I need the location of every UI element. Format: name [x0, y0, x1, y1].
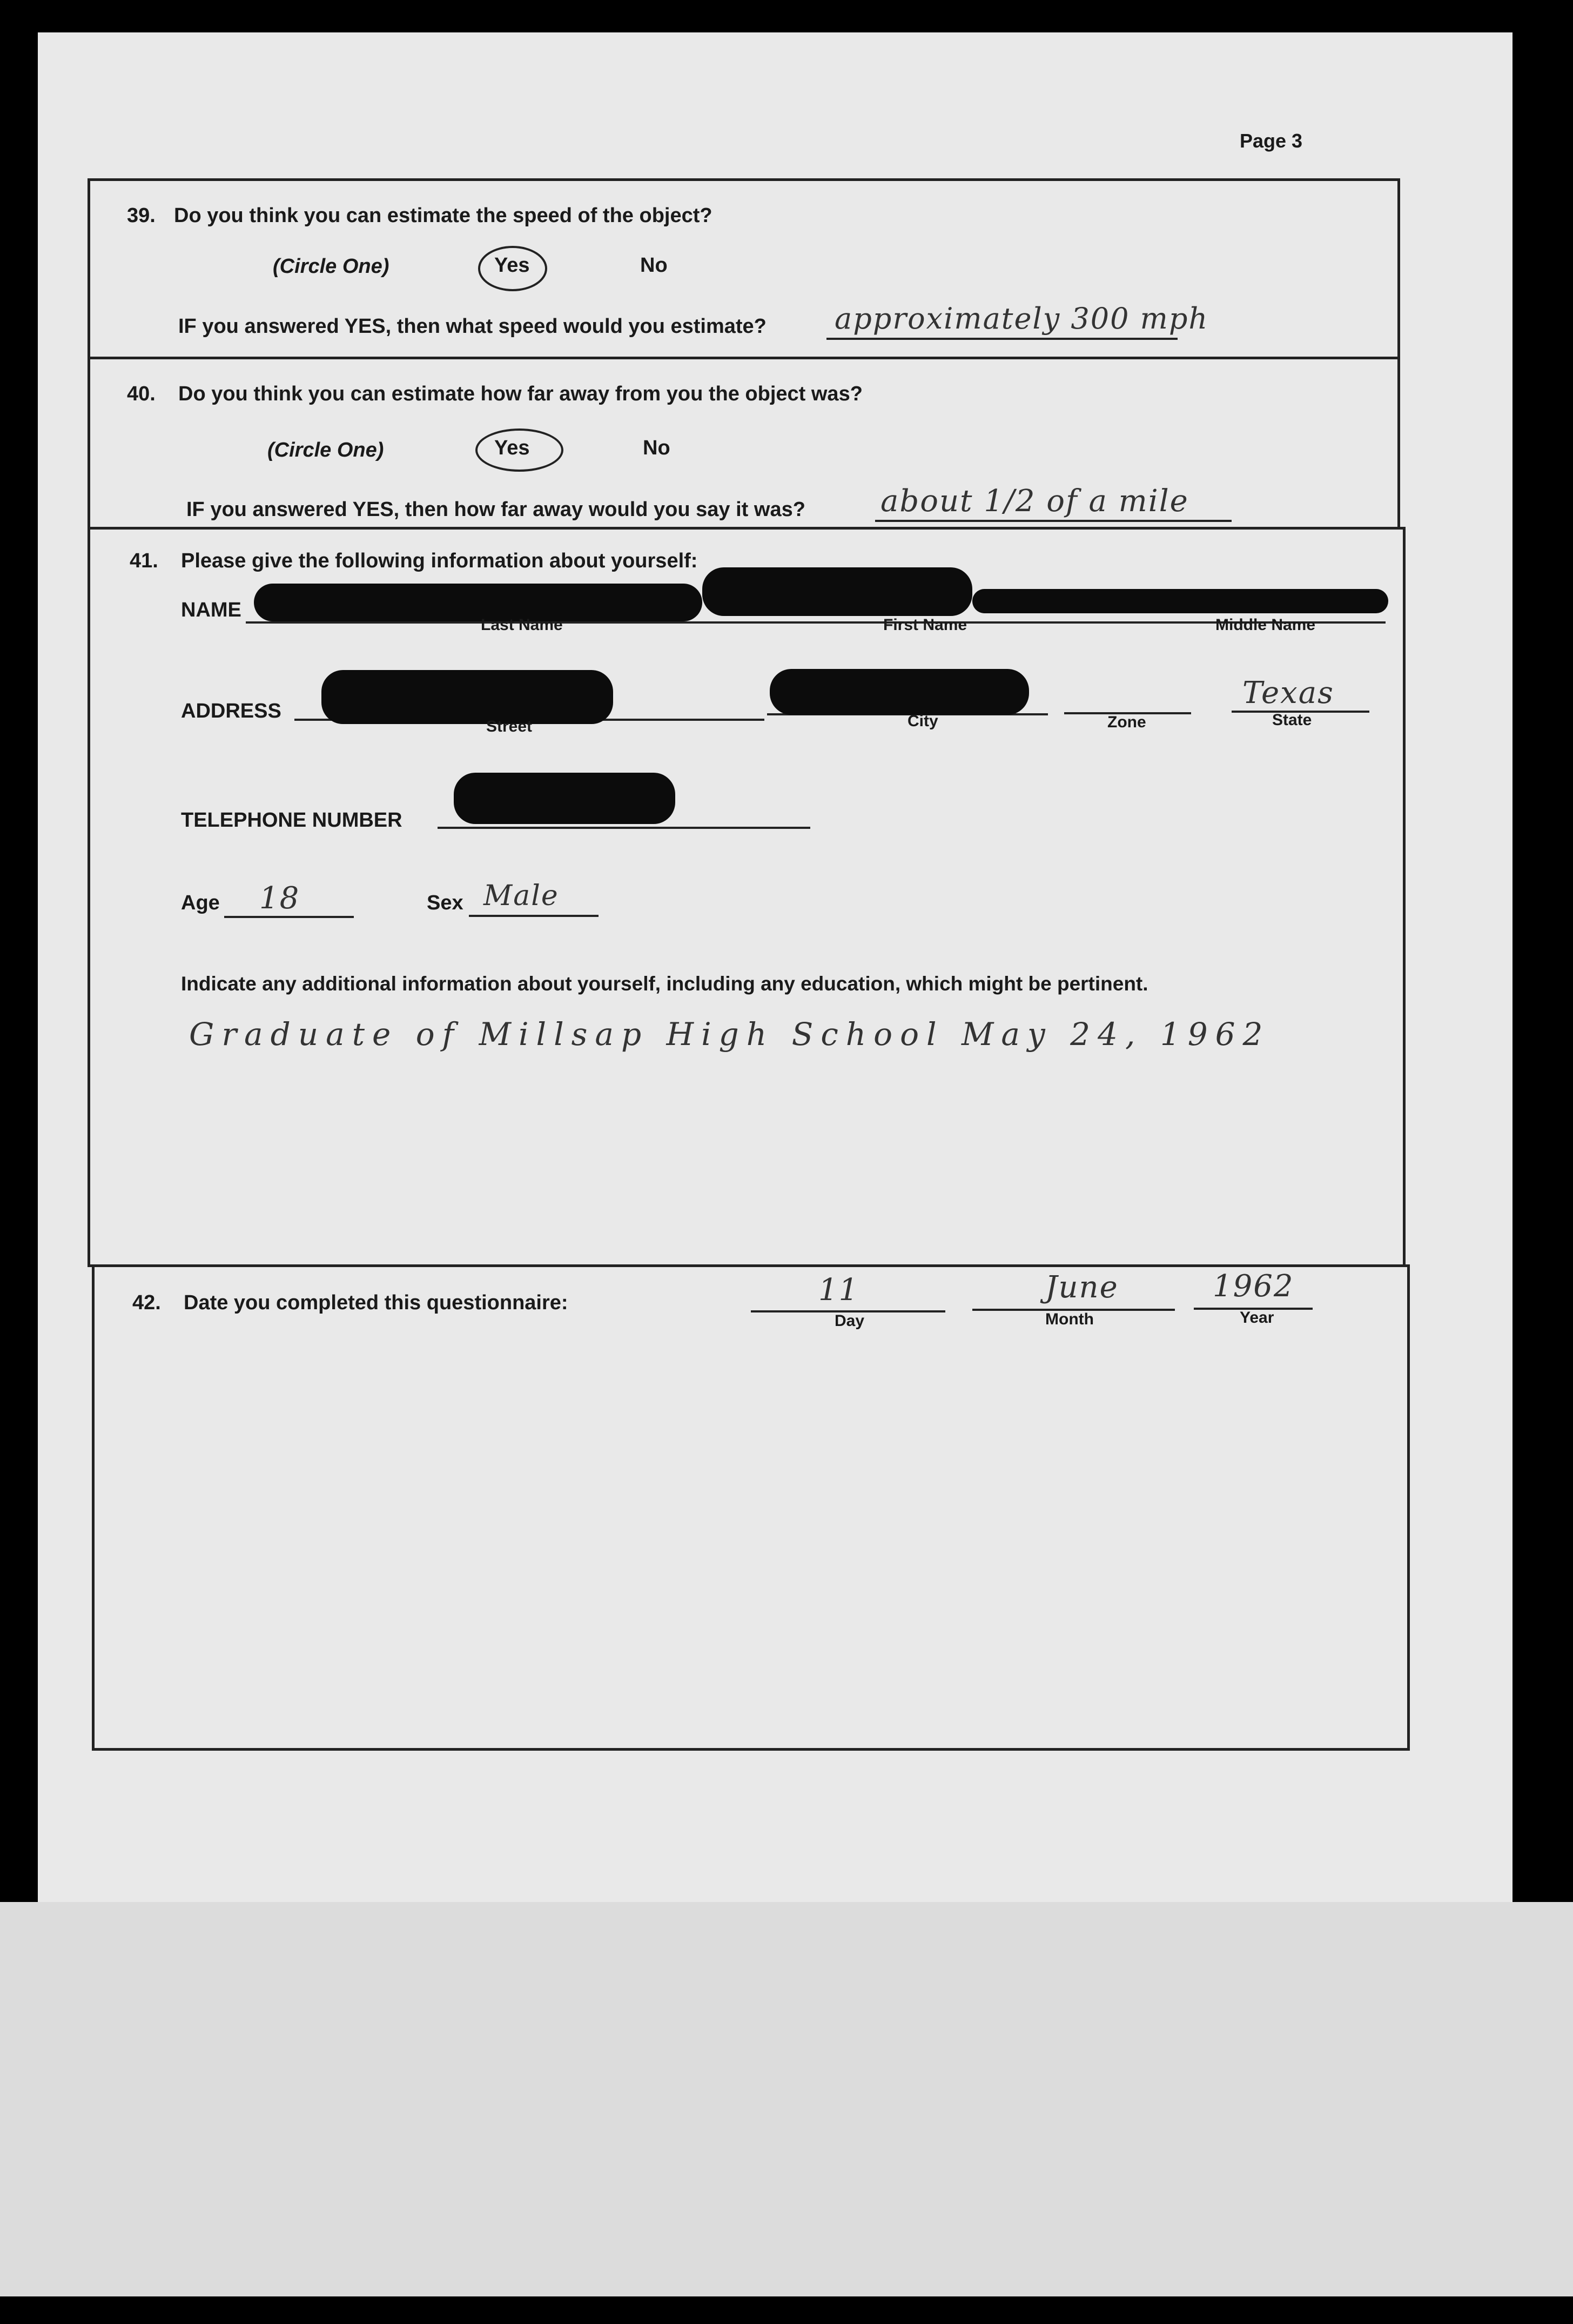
state-caption: State — [1272, 711, 1312, 729]
sex-line — [469, 915, 599, 917]
first-name-caption: First Name — [883, 616, 967, 634]
address-label: ADDRESS — [181, 700, 281, 722]
age-label: Age — [181, 892, 220, 914]
q39-number: 39. — [127, 204, 156, 227]
additional-info-value: Graduate of Millsap High School May 24, 1962 — [189, 1016, 1270, 1053]
q39-circle-label: (Circle One) — [273, 255, 389, 278]
day-caption: Day — [835, 1312, 865, 1330]
q40-number: 40. — [127, 383, 156, 405]
age-value: 18 — [259, 881, 300, 916]
q39-question: Do you think you can estimate the speed of the object? — [174, 204, 712, 227]
page-number: Page 3 — [1240, 130, 1303, 152]
q39-yes: Yes — [494, 254, 530, 277]
year-caption: Year — [1240, 1309, 1274, 1327]
city-redaction — [770, 669, 1029, 715]
age-line — [224, 916, 354, 918]
q39-no: No — [640, 254, 668, 277]
name-redaction — [254, 584, 702, 621]
street-caption: Street — [486, 718, 533, 735]
last-name-caption: Last Name — [481, 616, 563, 634]
q42-prompt: Date you completed this questionnaire: — [184, 1291, 568, 1314]
q39-answer: approximately 300 mph — [835, 302, 1209, 336]
telephone-line — [438, 827, 810, 829]
month-value: June — [1045, 1270, 1119, 1305]
sex-value: Male — [483, 880, 559, 912]
name-redaction-2 — [702, 567, 972, 616]
q40-answer: about 1/2 of a mile — [880, 484, 1189, 519]
state-value: Texas — [1242, 675, 1334, 711]
underlying-page — [0, 1902, 1573, 2296]
q40-yes: Yes — [494, 437, 530, 459]
section-42 — [92, 1264, 1410, 1751]
q42-number: 42. — [132, 1291, 161, 1314]
sex-label: Sex — [427, 892, 463, 914]
additional-info-prompt: Indicate any additional information about yourself, including any education, which might be pertinent. — [181, 973, 1148, 995]
q40-followup: IF you answered YES, then how far away would you say it was? — [186, 498, 805, 521]
q39-followup: IF you answered YES, then what speed would you estimate? — [178, 315, 767, 338]
telephone-redaction — [454, 773, 675, 824]
name-line — [246, 621, 1386, 624]
middle-name-caption: Middle Name — [1215, 616, 1316, 634]
q41-number: 41. — [130, 550, 158, 572]
month-caption: Month — [1045, 1310, 1094, 1328]
name-redaction-3 — [972, 589, 1388, 613]
name-label: NAME — [181, 599, 241, 621]
year-value: 1962 — [1213, 1269, 1294, 1304]
q40-circle-label: (Circle One) — [267, 439, 384, 461]
day-value: 11 — [818, 1272, 859, 1308]
zone-caption: Zone — [1107, 713, 1146, 731]
telephone-label: TELEPHONE NUMBER — [181, 809, 402, 832]
city-caption: City — [908, 712, 938, 730]
street-redaction — [321, 670, 613, 724]
q41-prompt: Please give the following information about yourself: — [181, 550, 698, 572]
q40-answer-line — [875, 520, 1232, 522]
q39-answer-line — [826, 338, 1178, 340]
q40-no: No — [643, 437, 670, 459]
q40-question: Do you think you can estimate how far away from you the object was? — [178, 383, 863, 405]
